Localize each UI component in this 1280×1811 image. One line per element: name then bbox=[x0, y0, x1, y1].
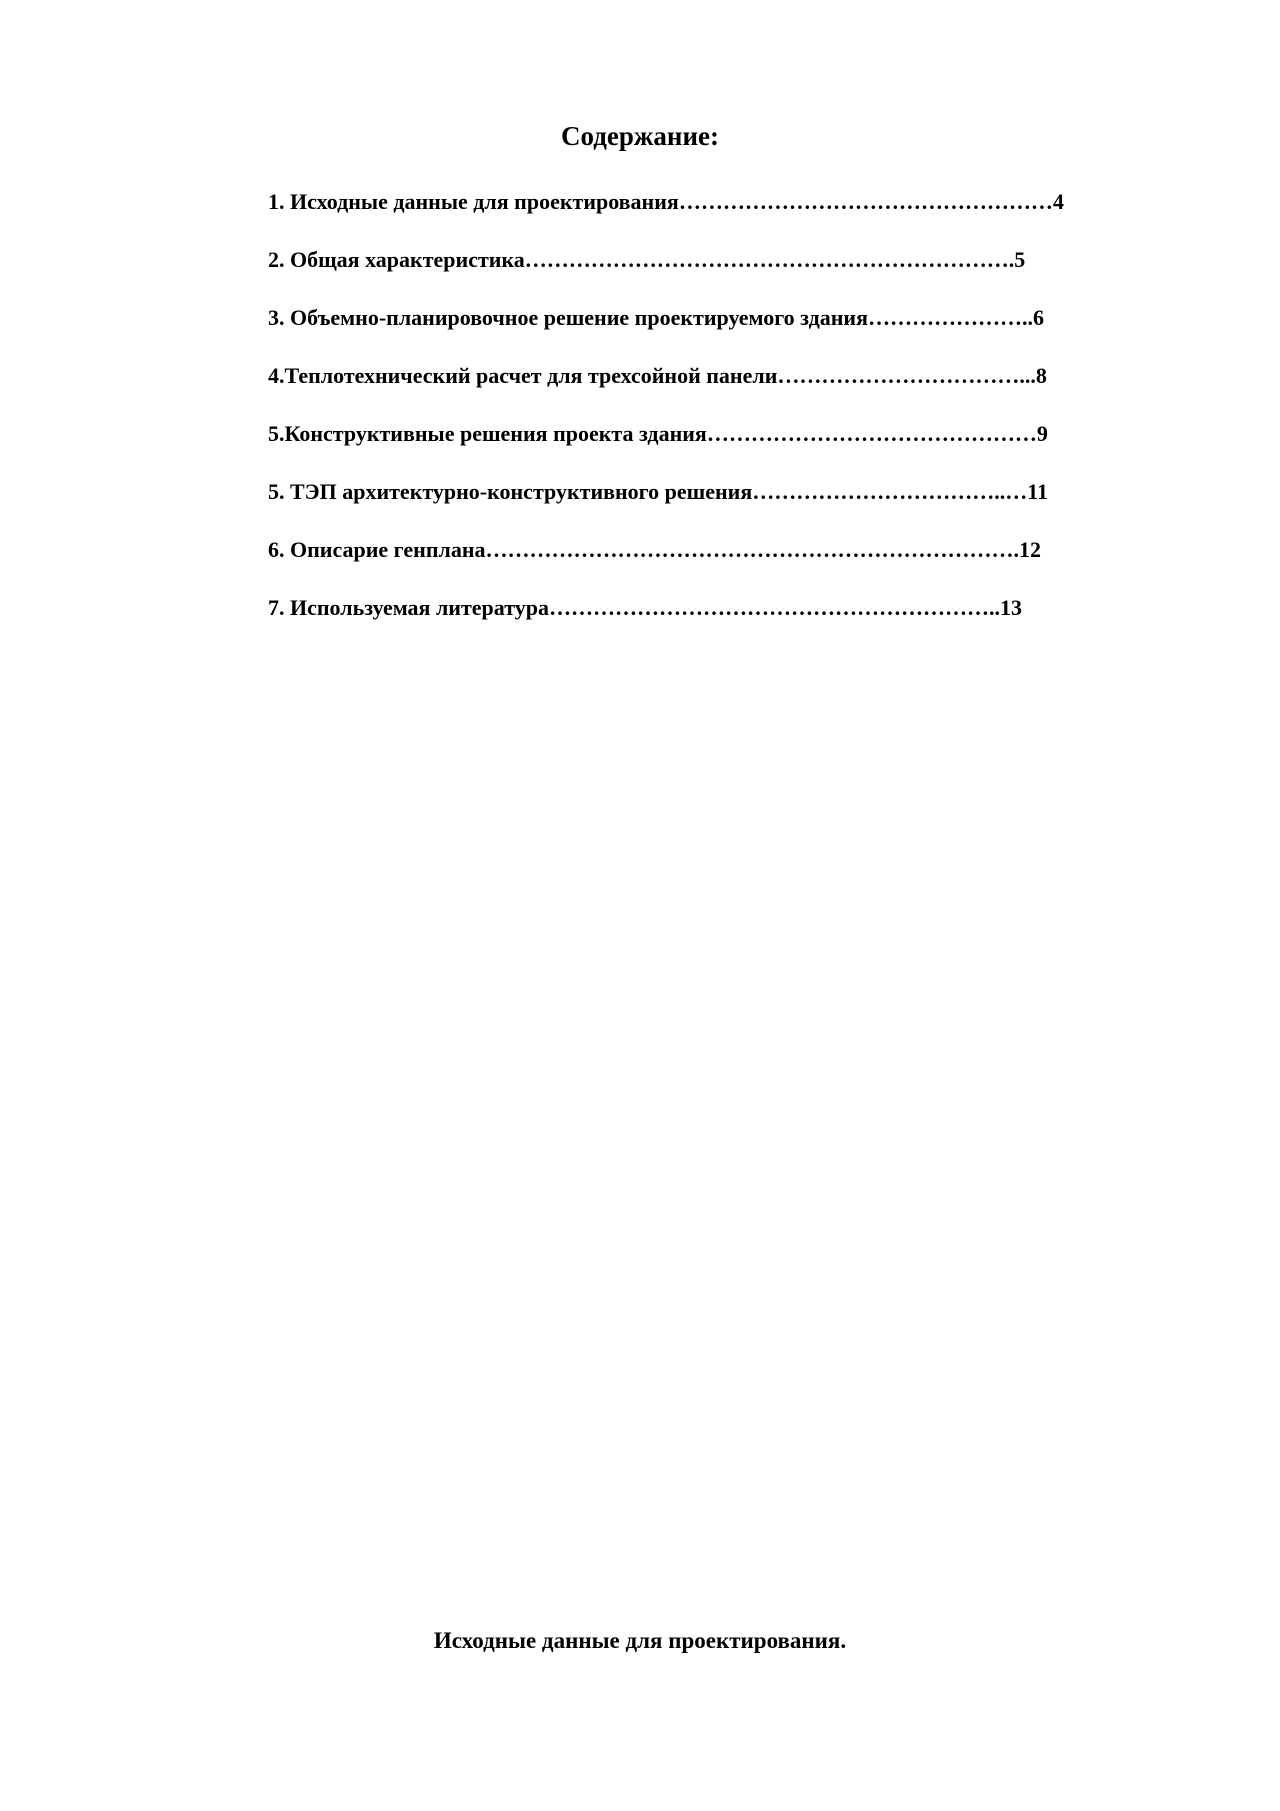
toc-entry-5: 5.Конструктивные решения проекта здания………………………………………9 bbox=[268, 421, 1048, 446]
table-of-contents bbox=[268, 188, 1198, 652]
toc-entry-4: 4.Теплотехнический расчет для трехсойной панели……………………………...8 bbox=[268, 363, 1047, 388]
toc-entry-3: 3. Объемно-планировочное решение проектируемого здания…………………..6 bbox=[268, 305, 1044, 330]
toc-entry-2: 2. Общая характеристика………………………………………………………….5 bbox=[268, 247, 1026, 272]
toc-entry-6: 5. ТЭП архитектурно-конструктивного решения……………………………..…11 bbox=[268, 479, 1049, 504]
toc-title: Содержание: bbox=[560, 121, 720, 151]
toc-entry-1: 1. Исходные данные для проектирования……………………………………………4 bbox=[268, 189, 1064, 214]
toc-entry-7: 6. Описарие генплана……………………………………………………………….12 bbox=[268, 537, 1042, 562]
section-heading: Исходные данные для проектирования. bbox=[433, 1628, 847, 1653]
toc-entry-8: 7. Используемая литература……………………………………………………..13 bbox=[268, 595, 1022, 620]
